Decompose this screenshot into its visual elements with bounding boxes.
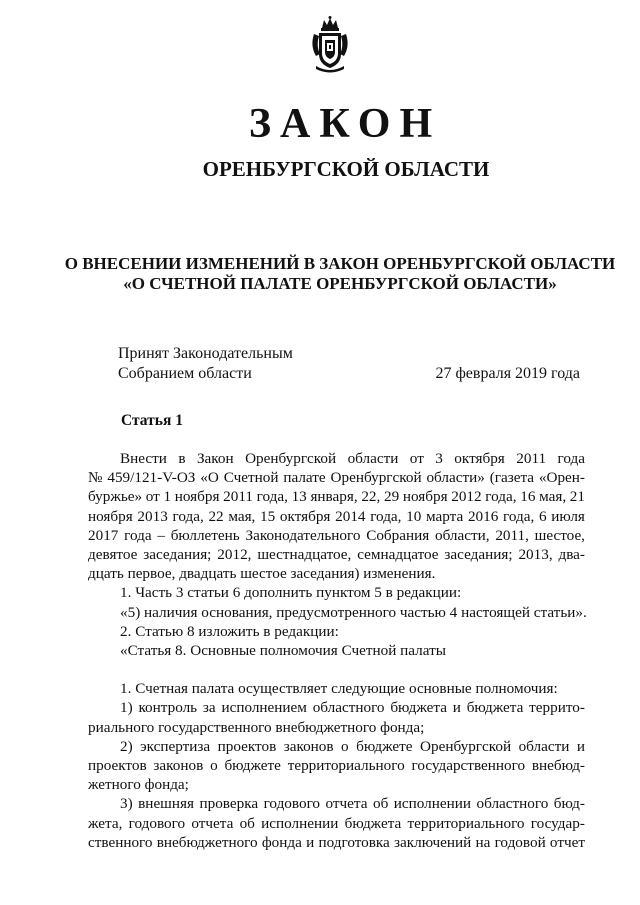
body-text-line: жета, годового отчета об исполнении бюджета территориального государ- — [88, 814, 585, 832]
body-text-line: ственного внебюджетного фонда и подготовка заключений на годовой отчет — [88, 833, 585, 851]
law-heading — [30, 254, 640, 294]
body-text-line: 3) внешняя проверка годового отчета об исполнении областного бюд- — [120, 795, 585, 813]
body-text-line: «Статья 8. Основные полномочия Счетной палаты — [120, 642, 446, 660]
body-text-line: девятое заседания; 2012, шестнадцатое, семнадцатое заседания; 2013, два- — [88, 546, 585, 564]
body-text-line: жетного фонда; — [88, 776, 189, 794]
body-text-line: «5) наличия основания, предусмотренного частью 4 настоящей статьи». — [120, 603, 587, 621]
body-text-line: 2017 года – бюллетень Законодательного Собрания области, 2011, шестое, — [88, 526, 585, 544]
body-text-line: № 459/121-V-ОЗ «О Счетной палате Оренбургской области» (газета «Орен- — [88, 469, 585, 487]
body-text-line: 1. Часть 3 статьи 6 дополнить пунктом 5 в редакции: — [120, 584, 462, 602]
body-text-line: ноября 2013 года, 22 мая, 15 октября 2014 года, 10 марта 2016 года, 6 июля — [88, 507, 585, 525]
body-text-line: буржье» от 1 ноября 2011 года, 13 января, 22, 29 ноября 2012 года, 16 мая, 21 — [88, 488, 585, 506]
body-text-line: 1) контроль за исполнением областного бюджета и бюджета террито- — [120, 699, 585, 717]
body-text-line: 1. Счетная палата осуществляет следующие основные полномочия: — [120, 680, 558, 698]
adoption-line-2: Собранием области — [118, 365, 252, 382]
body-text-line: 2) экспертиза проектов законов о бюджете Оренбургской области и — [120, 737, 585, 755]
article-title: Статья 1 — [121, 412, 183, 429]
body-text-line: 2. Статью 8 изложить в редакции: — [120, 622, 339, 640]
paragraph-gap — [88, 660, 585, 679]
body-text-line: Внести в Закон Оренбургской области от 3 октября 2011 года — [120, 450, 585, 467]
body-text-line: риального государственного внебюджетного фонда; — [88, 718, 425, 736]
adoption-line-1: Принят Законодательным — [118, 345, 293, 362]
body-text-line: проектов законов о бюджете территориального государственного внебюд- — [88, 757, 585, 775]
document-type-title: ЗАКОН — [248, 101, 442, 147]
body-text-line: дцать первое, двадцать шестое заседания) изменения. — [88, 565, 436, 583]
adoption-date: 27 февраля 2019 года — [435, 365, 580, 382]
law-heading-line-1: О ВНЕСЕНИИ ИЗМЕНЕНИЙ В ЗАКОН ОРЕНБУРГСКОЙ ОБЛАСТИ — [64, 254, 616, 273]
article-body — [88, 449, 585, 852]
adoption-note — [118, 344, 293, 384]
coat-of-arms-emblem — [310, 16, 350, 74]
law-heading-line-2: «О СЧЕТНОЙ ПАЛАТЕ ОРЕНБУРГСКОЙ ОБЛАСТИ» — [123, 274, 557, 293]
region-subtitle: ОРЕНБУРГСКОЙ ОБЛАСТИ — [202, 157, 490, 181]
